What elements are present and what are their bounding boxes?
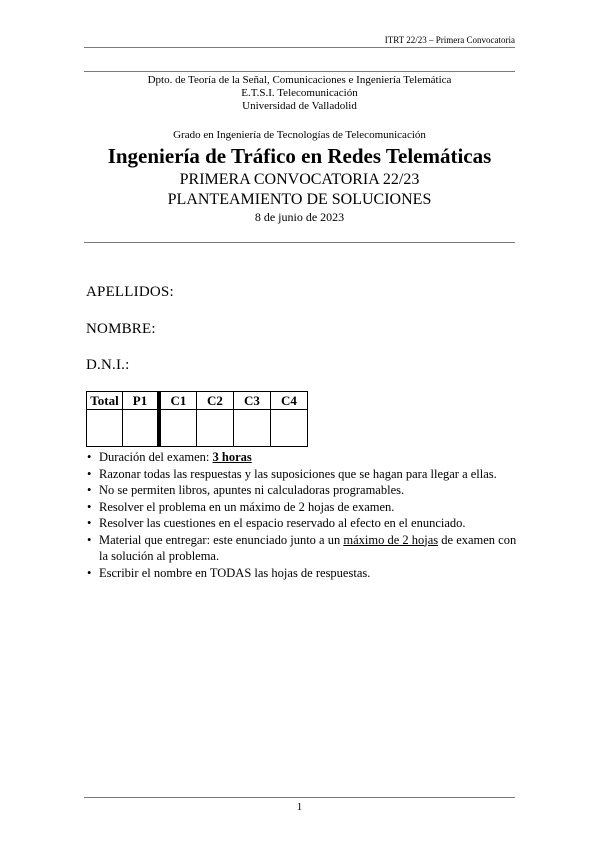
university-line: Universidad de Valladolid xyxy=(242,100,357,112)
score-cell-total xyxy=(87,410,123,447)
score-table xyxy=(86,391,308,447)
score-header-c2: C2 xyxy=(197,392,234,410)
instruction-name-all-sheets: • Escribir el nombre en TODAS las hojas de respuestas. xyxy=(86,565,526,582)
instruction-no-books: • No se permiten libros, apuntes ni calculadoras programables. xyxy=(86,482,526,499)
instruction-reasoning: • Razonar todas las respuestas y las suposiciones que se hagan para llegar a ellas. xyxy=(86,466,526,483)
instruction-material-max: máximo de 2 hojas xyxy=(343,532,439,547)
instruction-material-b: de examen con la solución al problema. xyxy=(99,532,517,563)
score-table-grade-row xyxy=(87,410,308,447)
instruction-questions-space: • Resolver las cuestiones en el espacio reservado al efecto en el enunciado. xyxy=(86,515,526,532)
score-cell-c3 xyxy=(234,410,271,447)
score-header-c1: C1 xyxy=(159,392,197,410)
exam-date: 8 de junio de 2023 xyxy=(254,210,345,224)
subtitle: PLANTEAMIENTO DE SOLUCIONES xyxy=(167,191,432,208)
score-header-p1: P1 xyxy=(123,392,160,410)
call-title: PRIMERA CONVOCATORIA 22/23 xyxy=(179,171,420,188)
score-cell-c4 xyxy=(271,410,308,447)
surnames-label: APELLIDOS: xyxy=(86,284,174,300)
instruction-duration-text: Duración del examen: xyxy=(99,450,213,464)
course-title: Ingeniería de Tráfico en Redes Telemáticas xyxy=(107,144,492,168)
score-header-c4: C4 xyxy=(271,392,308,410)
header-rule xyxy=(84,47,515,48)
instruction-duration xyxy=(86,449,526,466)
department-line: Dpto. de Teoría de la Señal, Comunicaciones e Ingeniería Telemática xyxy=(147,74,452,86)
score-table-header-row xyxy=(87,392,308,410)
degree-line: Grado en Ingeniería de Tecnologías de Telecomunicación xyxy=(173,129,426,141)
score-cell-p1 xyxy=(123,410,160,447)
dni-label: D.N.I.: xyxy=(86,357,130,373)
page-number: 1 xyxy=(296,801,303,813)
school-line: E.T.S.I. Telecomunicación xyxy=(241,87,358,99)
title-top-rule xyxy=(84,71,515,72)
score-cell-c2 xyxy=(197,410,234,447)
instructions-list xyxy=(86,449,526,581)
score-header-c3: C3 xyxy=(234,392,271,410)
footer-rule xyxy=(84,797,515,798)
instruction-material-a: Material que entregar: este enunciado junto a un xyxy=(99,532,344,547)
running-header: ITRT 22/23 – Primera Convocatoria xyxy=(384,35,515,45)
instruction-problem-sheets: • Resolver el problema en un máximo de 2 hojas de examen. xyxy=(86,499,526,516)
title-bottom-rule xyxy=(84,242,515,243)
instruction-duration-value: 3 horas xyxy=(212,450,252,464)
name-label: NOMBRE: xyxy=(86,321,156,337)
score-cell-c1 xyxy=(159,410,197,447)
score-header-total: Total xyxy=(87,392,123,410)
instruction-material xyxy=(86,532,526,565)
